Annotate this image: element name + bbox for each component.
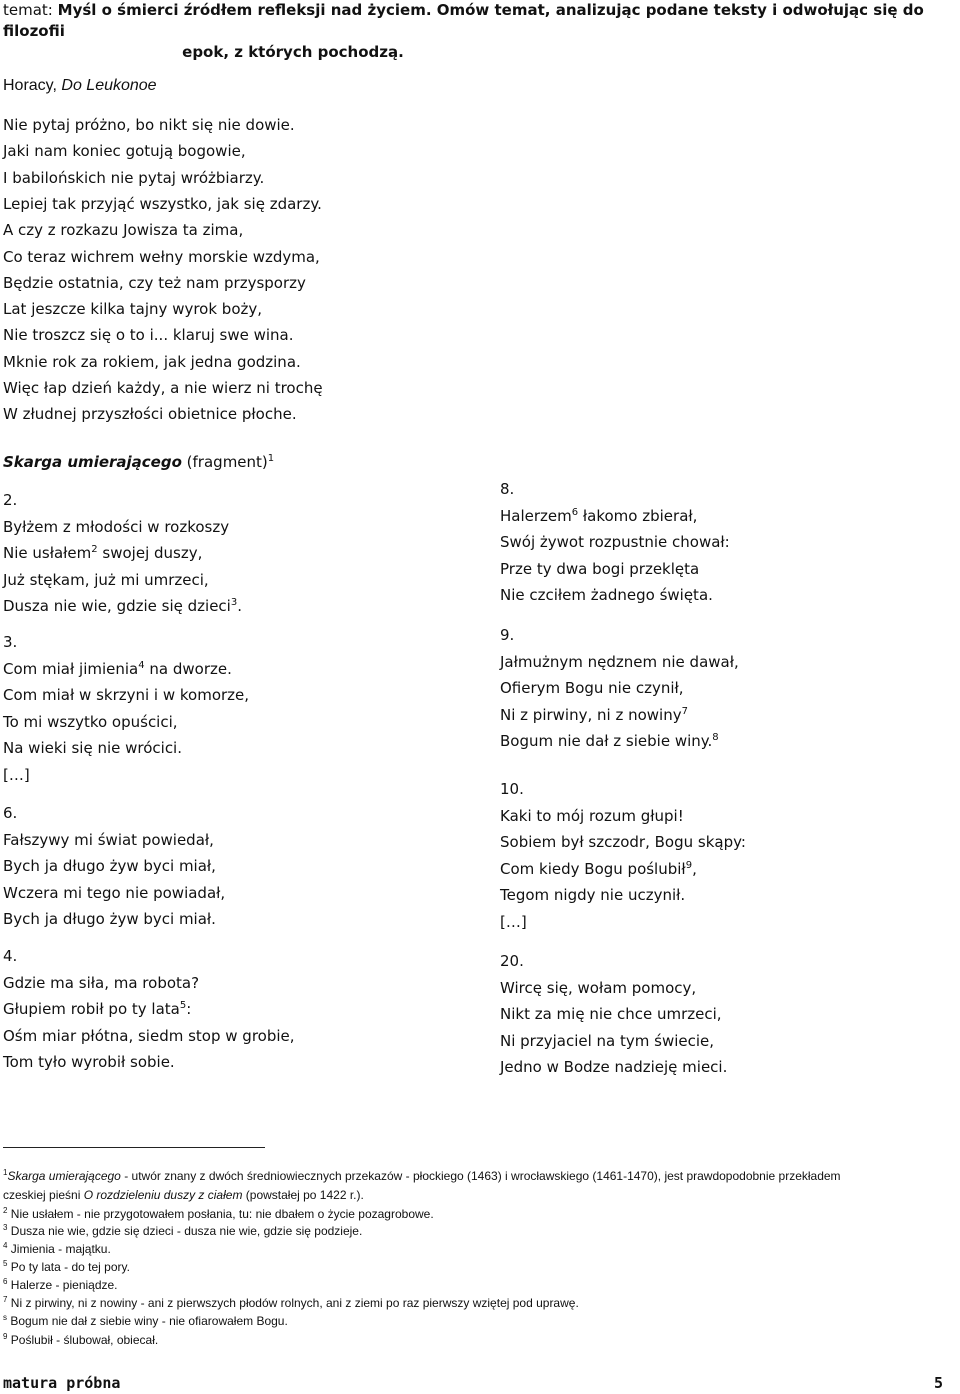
stanza-number: 2. <box>3 491 18 509</box>
poem-line <box>3 660 232 678</box>
poem-line <box>500 913 527 931</box>
footnote-ref: 7 <box>681 705 688 717</box>
poem-line <box>3 713 178 731</box>
poem-line: Nie troszcz się o to i... klaruj swe wina. <box>3 326 294 345</box>
poem-line <box>500 533 730 551</box>
line-text: Na wieki się nie wrócici. <box>3 739 182 757</box>
line-text: Com miał w skrzyni i w komorze, <box>3 686 250 704</box>
line-text: Nie czciłem żadnego święta. <box>500 586 713 604</box>
footnote-text: Po ty lata - do tej pory. <box>7 1260 130 1274</box>
footnote-number: s <box>3 1313 7 1322</box>
poem-line: Lepiej tak przyjąć wszystko, jak się zdarzy. <box>3 194 322 213</box>
footnote-number: 5 <box>3 1259 8 1268</box>
skarga-footnote-ref: 1 <box>267 453 275 464</box>
footnote-divider <box>3 1147 265 1148</box>
line-text: Halerzem <box>500 506 572 525</box>
poem-line <box>500 860 697 878</box>
poem-line <box>500 653 739 671</box>
horace-author: Horacy, <box>3 77 62 94</box>
footnote-number: 6 <box>3 1277 8 1286</box>
poem-line <box>3 1000 191 1018</box>
stanza-number: 3. <box>3 633 18 651</box>
footnote-ref: 3 <box>230 597 238 608</box>
footnote-item <box>3 1224 362 1238</box>
footnote-text: czeskiej pieśni <box>3 1188 84 1202</box>
line-text: Kaki to mój rozum głupi! <box>500 806 684 825</box>
line-text: Prze ty dwa bogi przeklęta <box>500 559 700 578</box>
footnote-number: 9 <box>3 1332 8 1341</box>
line-text: Tegom nigdy nie uczynił. <box>500 886 686 904</box>
footnote-item <box>3 1169 841 1183</box>
poem-line <box>3 544 202 562</box>
poem-line: Mknie rok za rokiem, jak jedna godzina. <box>3 352 301 371</box>
line-text: Com kiedy Bogu poślubił <box>500 859 686 878</box>
skarga-subtitle: (fragment) <box>181 453 268 471</box>
footnote-text: Dusza nie wie, gdzie się dzieci - dusza nie wie, gdzie się podzieje. <box>7 1224 363 1238</box>
line-text: Jałmużnym nędznem nie dawał, <box>500 652 739 671</box>
line-text: Ośm miar płótna, siedm stop w grobie, <box>3 1026 295 1045</box>
footnote-item <box>3 1207 434 1221</box>
stanza-number: 20. <box>500 952 524 970</box>
topic-label: temat: <box>3 1 53 19</box>
poem-line <box>500 807 684 825</box>
footnote-number: 2 <box>3 1206 8 1215</box>
footnote-text: Poślubił - ślubował, obiecał. <box>7 1333 159 1347</box>
poem-line <box>3 1027 295 1045</box>
poem-line <box>3 1053 175 1071</box>
topic-text-line2: epok, z których pochodzą. <box>182 43 404 61</box>
footnote-term: O rozdzieleniu duszy z ciałem <box>83 1188 243 1202</box>
footnote-text: (powstałej po 1422 r.). <box>242 1188 364 1202</box>
line-text: Ni z pirwiny, ni z nowiny <box>500 705 682 724</box>
poem-line: Jaki nam koniec gotują bogowie, <box>3 142 246 161</box>
line-text: Sobiem był szczodr, Bogu skąpy: <box>500 833 746 851</box>
footnote-text: Jimienia - majątku. <box>7 1242 111 1256</box>
line-text: Dusza nie wie, gdzie się dzieci <box>3 597 231 615</box>
poem-line <box>3 686 249 704</box>
footnote-text: Ni z pirwiny, ni z nowiny - ani z pierwszych płodów rolnych, ani z ziemi po raz pierwszy wziętej pod uprawę. <box>7 1296 579 1310</box>
poem-line: Będzie ostatnia, czy też nam przysporzy <box>3 273 306 292</box>
poem-line <box>500 1032 714 1050</box>
line-text: Com miał jimienia <box>3 659 139 678</box>
poem-line <box>3 857 216 875</box>
horace-heading <box>3 77 157 95</box>
poem-line <box>500 732 719 750</box>
poem-line: I babilońskich nie pytaj wróżbiarzy. <box>3 168 265 187</box>
line-text: Fałszywy mi świat powiedał, <box>3 830 214 849</box>
poem-line <box>500 507 697 525</box>
line-text: Tom tyło wyrobił sobie. <box>3 1053 175 1071</box>
stanza-number: 10. <box>500 780 524 798</box>
footnote-text: Nie usłałem - nie przygotowałem posłania, tu: nie dbałem o życie pozagrobowe. <box>7 1207 434 1221</box>
line-text: Ni przyjaciel na tym świecie, <box>500 1031 715 1050</box>
footnote-ref: 4 <box>138 659 145 671</box>
line-text-after: . <box>237 597 242 615</box>
poem-line: Lat jeszcze kilka tajny wyrok boży, <box>3 300 263 319</box>
page-number: 5 <box>934 1374 944 1392</box>
stanza-number: 4. <box>3 947 18 965</box>
skarga-heading <box>3 453 274 471</box>
poem-line <box>500 979 696 997</box>
poem-line <box>3 884 225 902</box>
poem-line: W złudnej przyszłości obietnice płoche. <box>3 405 297 424</box>
line-text: Wczera mi tego nie powiadał, <box>3 883 226 902</box>
poem-line: Co teraz wichrem wełny morskie wzdyma, <box>3 247 320 266</box>
footnote-text: Halerze - pieniądze. <box>7 1278 118 1292</box>
footnote-item <box>3 1242 111 1256</box>
footnote-ref: 6 <box>571 506 579 518</box>
poem-line <box>500 1058 727 1076</box>
poem-line <box>3 831 214 849</box>
poem-line <box>3 597 242 615</box>
line-text: Wircę się, wołam pomocy, <box>500 978 697 997</box>
footnote-item <box>3 1296 579 1310</box>
line-text: Nie usłałem <box>3 544 92 562</box>
line-text: Ofierym Bogu nie czynił, <box>500 679 684 697</box>
footnote-number: 4 <box>3 1241 8 1250</box>
footnote-text: - utwór znany z dwóch średniowiecznych przekazów - płockiego (1463) i wrocławskiego (1461-1470), jest prawdopodobnie przekładem <box>120 1169 841 1183</box>
topic-heading <box>3 0 953 63</box>
footnote-item <box>3 1333 158 1347</box>
footnote-ref: 8 <box>712 732 719 743</box>
poem-line <box>3 518 229 536</box>
footnote-number: 3 <box>3 1223 8 1232</box>
line-text-after: łakomo zbierał, <box>578 506 698 525</box>
line-text-after: swojej duszy, <box>97 544 203 562</box>
line-text: Już stękam, już mi umrzeci, <box>3 570 209 589</box>
poem-line <box>500 586 713 604</box>
footnote-item <box>3 1278 118 1292</box>
footnote-number: 7 <box>3 1295 8 1304</box>
line-text-after: : <box>186 1000 192 1018</box>
line-text: […] <box>500 912 527 931</box>
footnote-text: Bogum nie dał z siebie winy - nie ofiarowałem Bogu. <box>7 1314 288 1328</box>
footnote-number: 1 <box>3 1168 8 1177</box>
poem-line <box>500 1005 722 1023</box>
stanza-number: 8. <box>500 480 515 498</box>
stanza-number: 9. <box>500 626 515 644</box>
topic-text-line1: Myśl o śmierci źródłem refleksji nad życiem. Omów temat, analizując podane teksty i odwołując się do filozofii <box>3 1 924 40</box>
footnote-item <box>3 1260 130 1274</box>
poem-line <box>500 679 684 697</box>
stanza-number: 6. <box>3 804 18 822</box>
line-text: Bych ja długo żyw byci miał. <box>3 910 216 928</box>
footnote-term: Skarga umierającego <box>7 1169 121 1183</box>
line-text: Głupiem robił po ty lata <box>3 1000 180 1018</box>
poem-line <box>3 571 209 589</box>
poem-line <box>3 910 216 928</box>
footer-label: matura próbna <box>3 1374 121 1392</box>
line-text: Byłżem z młodości w rozkoszy <box>3 517 230 536</box>
poem-line <box>3 766 30 784</box>
line-text: Nikt za mię nie chce umrzeci, <box>500 1005 722 1023</box>
line-text: Jedno w Bodze nadzieję mieci. <box>500 1058 728 1076</box>
poem-line <box>500 886 685 904</box>
footnote-item <box>3 1314 288 1328</box>
poem-line <box>500 833 746 851</box>
line-text-after: , <box>692 859 697 878</box>
footnote-ref: 9 <box>685 859 693 871</box>
poem-line: Nie pytaj próżno, bo nikt się nie dowie. <box>3 116 295 134</box>
poem-line: A czy z rozkazu Jowisza ta zima, <box>3 221 244 240</box>
poem-line <box>500 560 699 578</box>
poem-line <box>500 706 688 724</box>
line-text: Swój żywot rozpustnie chował: <box>500 533 730 551</box>
footnote-item <box>3 1188 364 1202</box>
line-text: Gdzie ma siła, ma robota? <box>3 973 200 992</box>
line-text: […] <box>3 765 30 784</box>
footnote-ref: 2 <box>91 544 98 555</box>
line-text-after: na dworze. <box>144 659 232 678</box>
poem-line: Więc łap dzień każdy, a nie wierz ni trochę <box>3 379 323 397</box>
line-text: To mi wszytko opuścici, <box>3 712 178 731</box>
horace-title: Do Leukonoe <box>61 77 157 94</box>
poem-line <box>3 739 182 757</box>
line-text: Bogum nie dał z siebie winy. <box>500 732 713 750</box>
footnote-ref: 5 <box>179 1000 187 1011</box>
skarga-title: Skarga umierającego <box>3 453 182 471</box>
line-text: Bych ja długo żyw byci miał, <box>3 857 216 875</box>
poem-line <box>3 974 199 992</box>
